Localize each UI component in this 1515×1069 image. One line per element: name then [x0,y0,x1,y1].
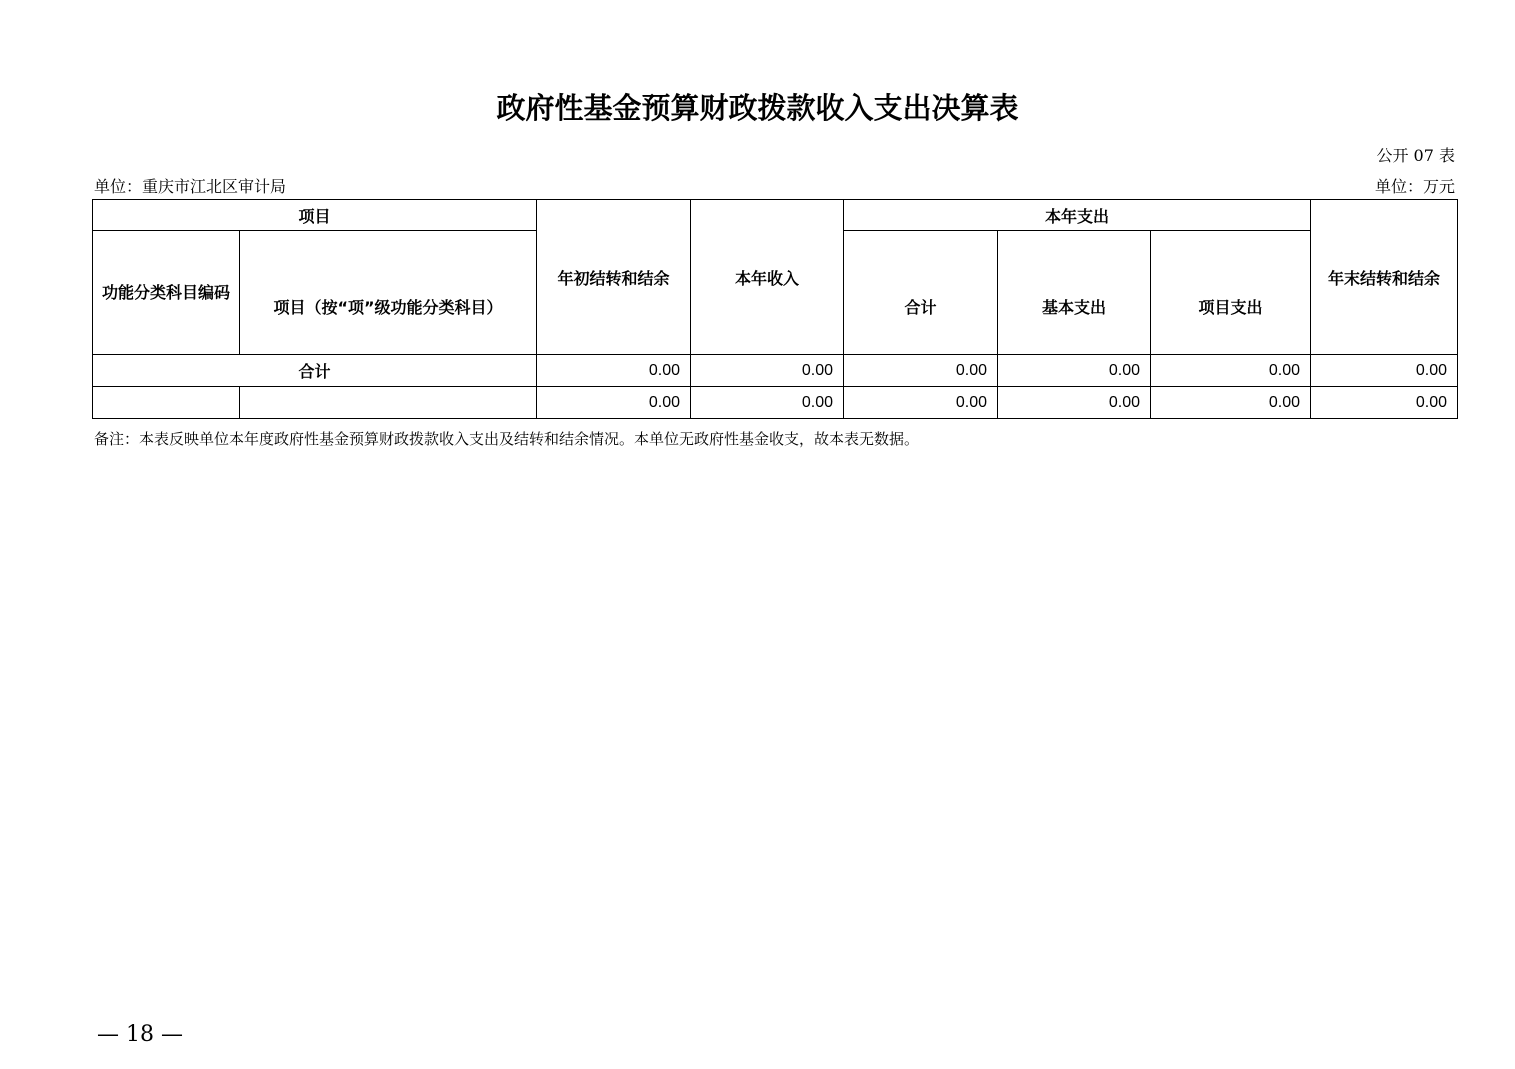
cell-basic-expense: 0.00 [998,355,1151,387]
cell-end-balance: 0.00 [1311,355,1458,387]
table-code: 公开 07 表 [1376,146,1455,165]
table-row-total [93,355,1458,387]
header-func-code: 功能分类科目编码 [93,231,240,355]
header-year-expense: 本年支出 [844,200,1311,231]
cell-expense-total: 0.00 [844,387,998,419]
cell-basic-expense: 0.00 [998,387,1151,419]
page-title: 政府性基金预算财政拨款收入支出决算表 [496,91,1019,125]
unit-currency: 单位：万元 [1374,177,1455,196]
header-item: 项目 [93,200,537,231]
cell-expense-total: 0.00 [844,355,998,387]
cell-income: 0.00 [691,355,844,387]
header-project-expense: 项目支出 [1151,231,1311,355]
report-table [92,199,1458,419]
cell-end-balance: 0.00 [1311,387,1458,419]
unit-organization: 单位：重庆市江北区审计局 [94,177,287,196]
header-end-balance: 年末结转和结余 [1311,200,1458,355]
total-label: 合计 [93,355,537,387]
header-item-name: 项目（按“项”级功能分类科目） [240,231,537,355]
header-row-1 [93,200,1458,231]
cell-begin-balance: 0.00 [537,387,691,419]
cell-item-name [240,387,537,419]
cell-project-expense: 0.00 [1151,387,1311,419]
table-note: 备注：本表反映单位本年度政府性基金预算财政拨款收入支出及结转和结余情况。本单位无政府性基金收支，故本表无数据。 [94,430,920,448]
page-number: — 18 — [97,1022,183,1047]
table-row [93,387,1458,419]
cell-income: 0.00 [691,387,844,419]
cell-func-code [93,387,240,419]
header-year-income: 本年收入 [691,200,844,355]
header-begin-balance: 年初结转和结余 [537,200,691,355]
cell-project-expense: 0.00 [1151,355,1311,387]
header-basic-expense: 基本支出 [998,231,1151,355]
header-expense-total: 合计 [844,231,998,355]
cell-begin-balance: 0.00 [537,355,691,387]
